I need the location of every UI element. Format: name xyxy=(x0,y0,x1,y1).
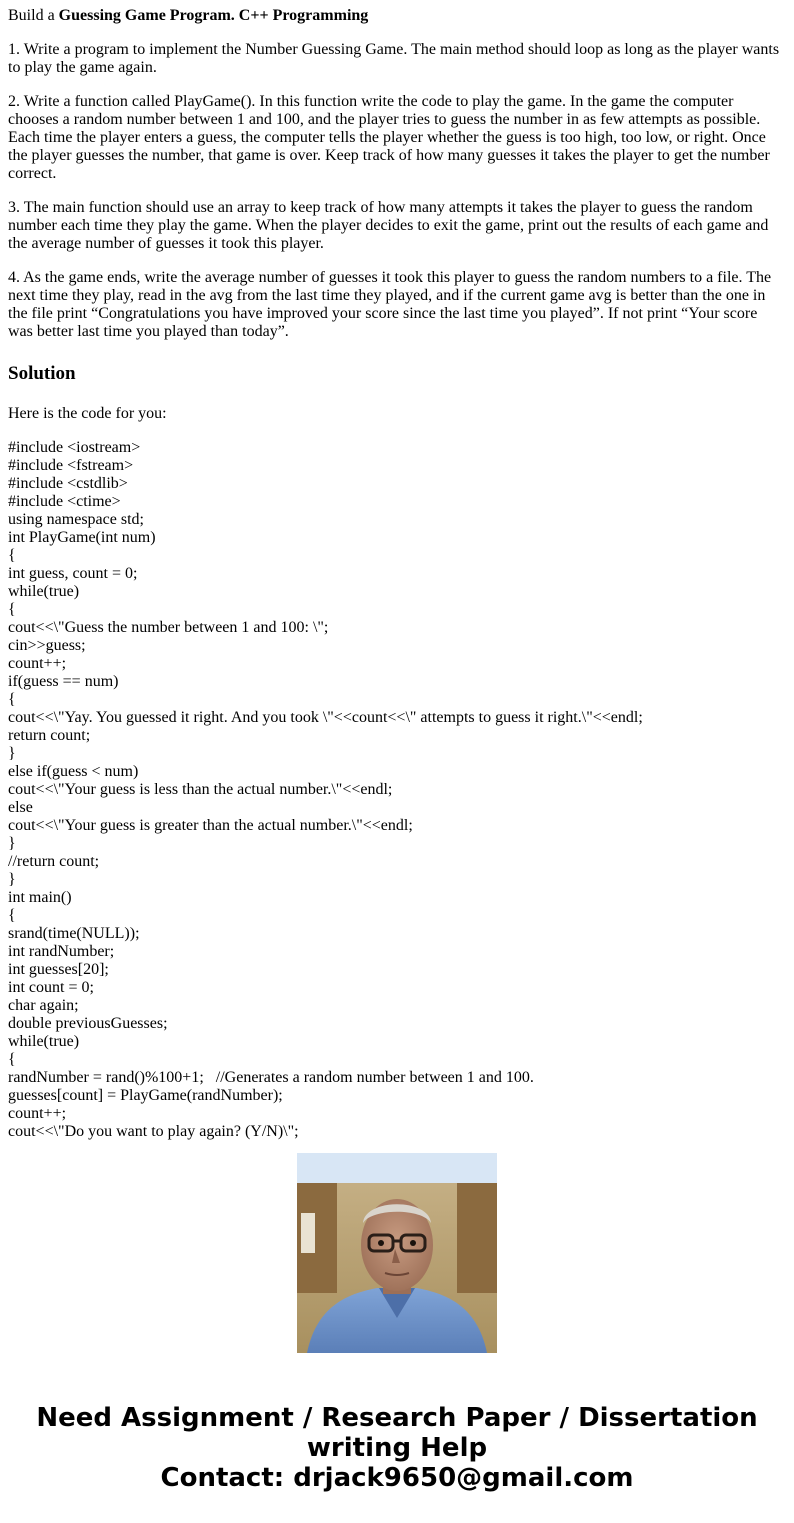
code-line: #include <cstdlib> xyxy=(8,475,128,492)
title-text: Guessing Game Program. C++ Programming xyxy=(58,7,369,24)
question-paragraph-1: 1. Write a program to implement the Number Guessing Game. The main method should loop as long as the player wants to play the game again. xyxy=(8,41,780,76)
code-line: { xyxy=(8,691,16,708)
code-line: return count; xyxy=(8,727,91,744)
code-line: #include <ctime> xyxy=(8,493,121,510)
code-listing xyxy=(8,439,784,1141)
solution-heading: Solution xyxy=(8,363,76,384)
code-line: #include <fstream> xyxy=(8,457,134,474)
code-line: //return count; xyxy=(8,853,100,870)
title-prefix: Build a xyxy=(8,7,59,24)
code-line: while(true) xyxy=(8,1033,80,1050)
code-line: { xyxy=(8,907,16,924)
solution-intro: Here is the code for you: xyxy=(8,405,167,422)
question-paragraph-2: 2. Write a function called PlayGame(). In this function write the code to play the game. In the game the computer chooses a random number between 1 and 100, and the player tries to guess the number in as few attempts as possible. Each time the player enters a guess, the computer tells the player whether the guess is too high, too low, or right. Once the player guesses the number, that game is over. Keep track of how many guesses it takes the player to get the number correct. xyxy=(8,93,770,182)
author-avatar xyxy=(297,1153,497,1353)
code-line: int guesses[20]; xyxy=(8,961,109,978)
question-paragraph-3: 3. The main function should use an array to keep track of how many attempts it takes the player to guess the random number each time they play the game. When the player decides to exit the game, print out the results of each game and the average number of guesses it took this player. xyxy=(8,199,769,252)
code-line: int guess, count = 0; xyxy=(8,565,138,582)
page-title xyxy=(8,7,784,25)
code-line: cout<<\"Yay. You guessed it right. And you took \"<<count<<\" attempts to guess it right.\"<<endl; xyxy=(8,709,643,726)
question-paragraph-4: 4. As the game ends, write the average number of guesses it took this player to guess the random numbers to a file. The next time they play, read in the avg from the last time they played, and if the current game avg is better than the one in the file print “Congratulations you have improved your score since the last time you played”. If not print “Your score was better last time you played than today”. xyxy=(8,269,772,340)
code-line: while(true) xyxy=(8,583,80,600)
code-line: if(guess == num) xyxy=(8,673,119,690)
code-line: count++; xyxy=(8,655,67,672)
avatar-photo xyxy=(297,1153,497,1353)
promo-banner xyxy=(0,1403,794,1493)
code-line: int count = 0; xyxy=(8,979,94,996)
code-line: { xyxy=(8,601,16,618)
code-line: int main() xyxy=(8,889,72,906)
code-line: randNumber = rand()%100+1; //Generates a random number between 1 and 100. xyxy=(8,1069,534,1086)
code-line: cout<<\"Your guess is less than the actual number.\"<<endl; xyxy=(8,781,393,798)
code-line: int randNumber; xyxy=(8,943,115,960)
code-line: } xyxy=(8,835,16,852)
code-line: double previousGuesses; xyxy=(8,1015,168,1032)
code-line: using namespace std; xyxy=(8,511,144,528)
code-line: cout<<\"Guess the number between 1 and 100: \"; xyxy=(8,619,329,636)
code-line: cin>>guess; xyxy=(8,637,86,654)
code-line: guesses[count] = PlayGame(randNumber); xyxy=(8,1087,283,1104)
code-line: #include <iostream> xyxy=(8,439,141,456)
code-line: char again; xyxy=(8,997,79,1014)
code-line: srand(time(NULL)); xyxy=(8,925,140,942)
code-line: cout<<\"Your guess is greater than the actual number.\"<<endl; xyxy=(8,817,413,834)
code-line: { xyxy=(8,547,16,564)
code-line: else if(guess < num) xyxy=(8,763,139,780)
code-line: { xyxy=(8,1051,16,1068)
code-line: else xyxy=(8,799,33,816)
promo-line-1: Need Assignment / Research Paper / Dissertation xyxy=(36,1403,758,1433)
code-line: int PlayGame(int num) xyxy=(8,529,156,546)
code-line: cout<<\"Do you want to play again? (Y/N)\"; xyxy=(8,1123,299,1140)
code-line: count++; xyxy=(8,1105,67,1122)
code-line: } xyxy=(8,871,16,888)
code-line: } xyxy=(8,745,16,762)
promo-contact: Contact: drjack9650@gmail.com xyxy=(160,1463,634,1493)
document-body xyxy=(8,7,784,1140)
promo-line-2: writing Help xyxy=(306,1433,488,1463)
